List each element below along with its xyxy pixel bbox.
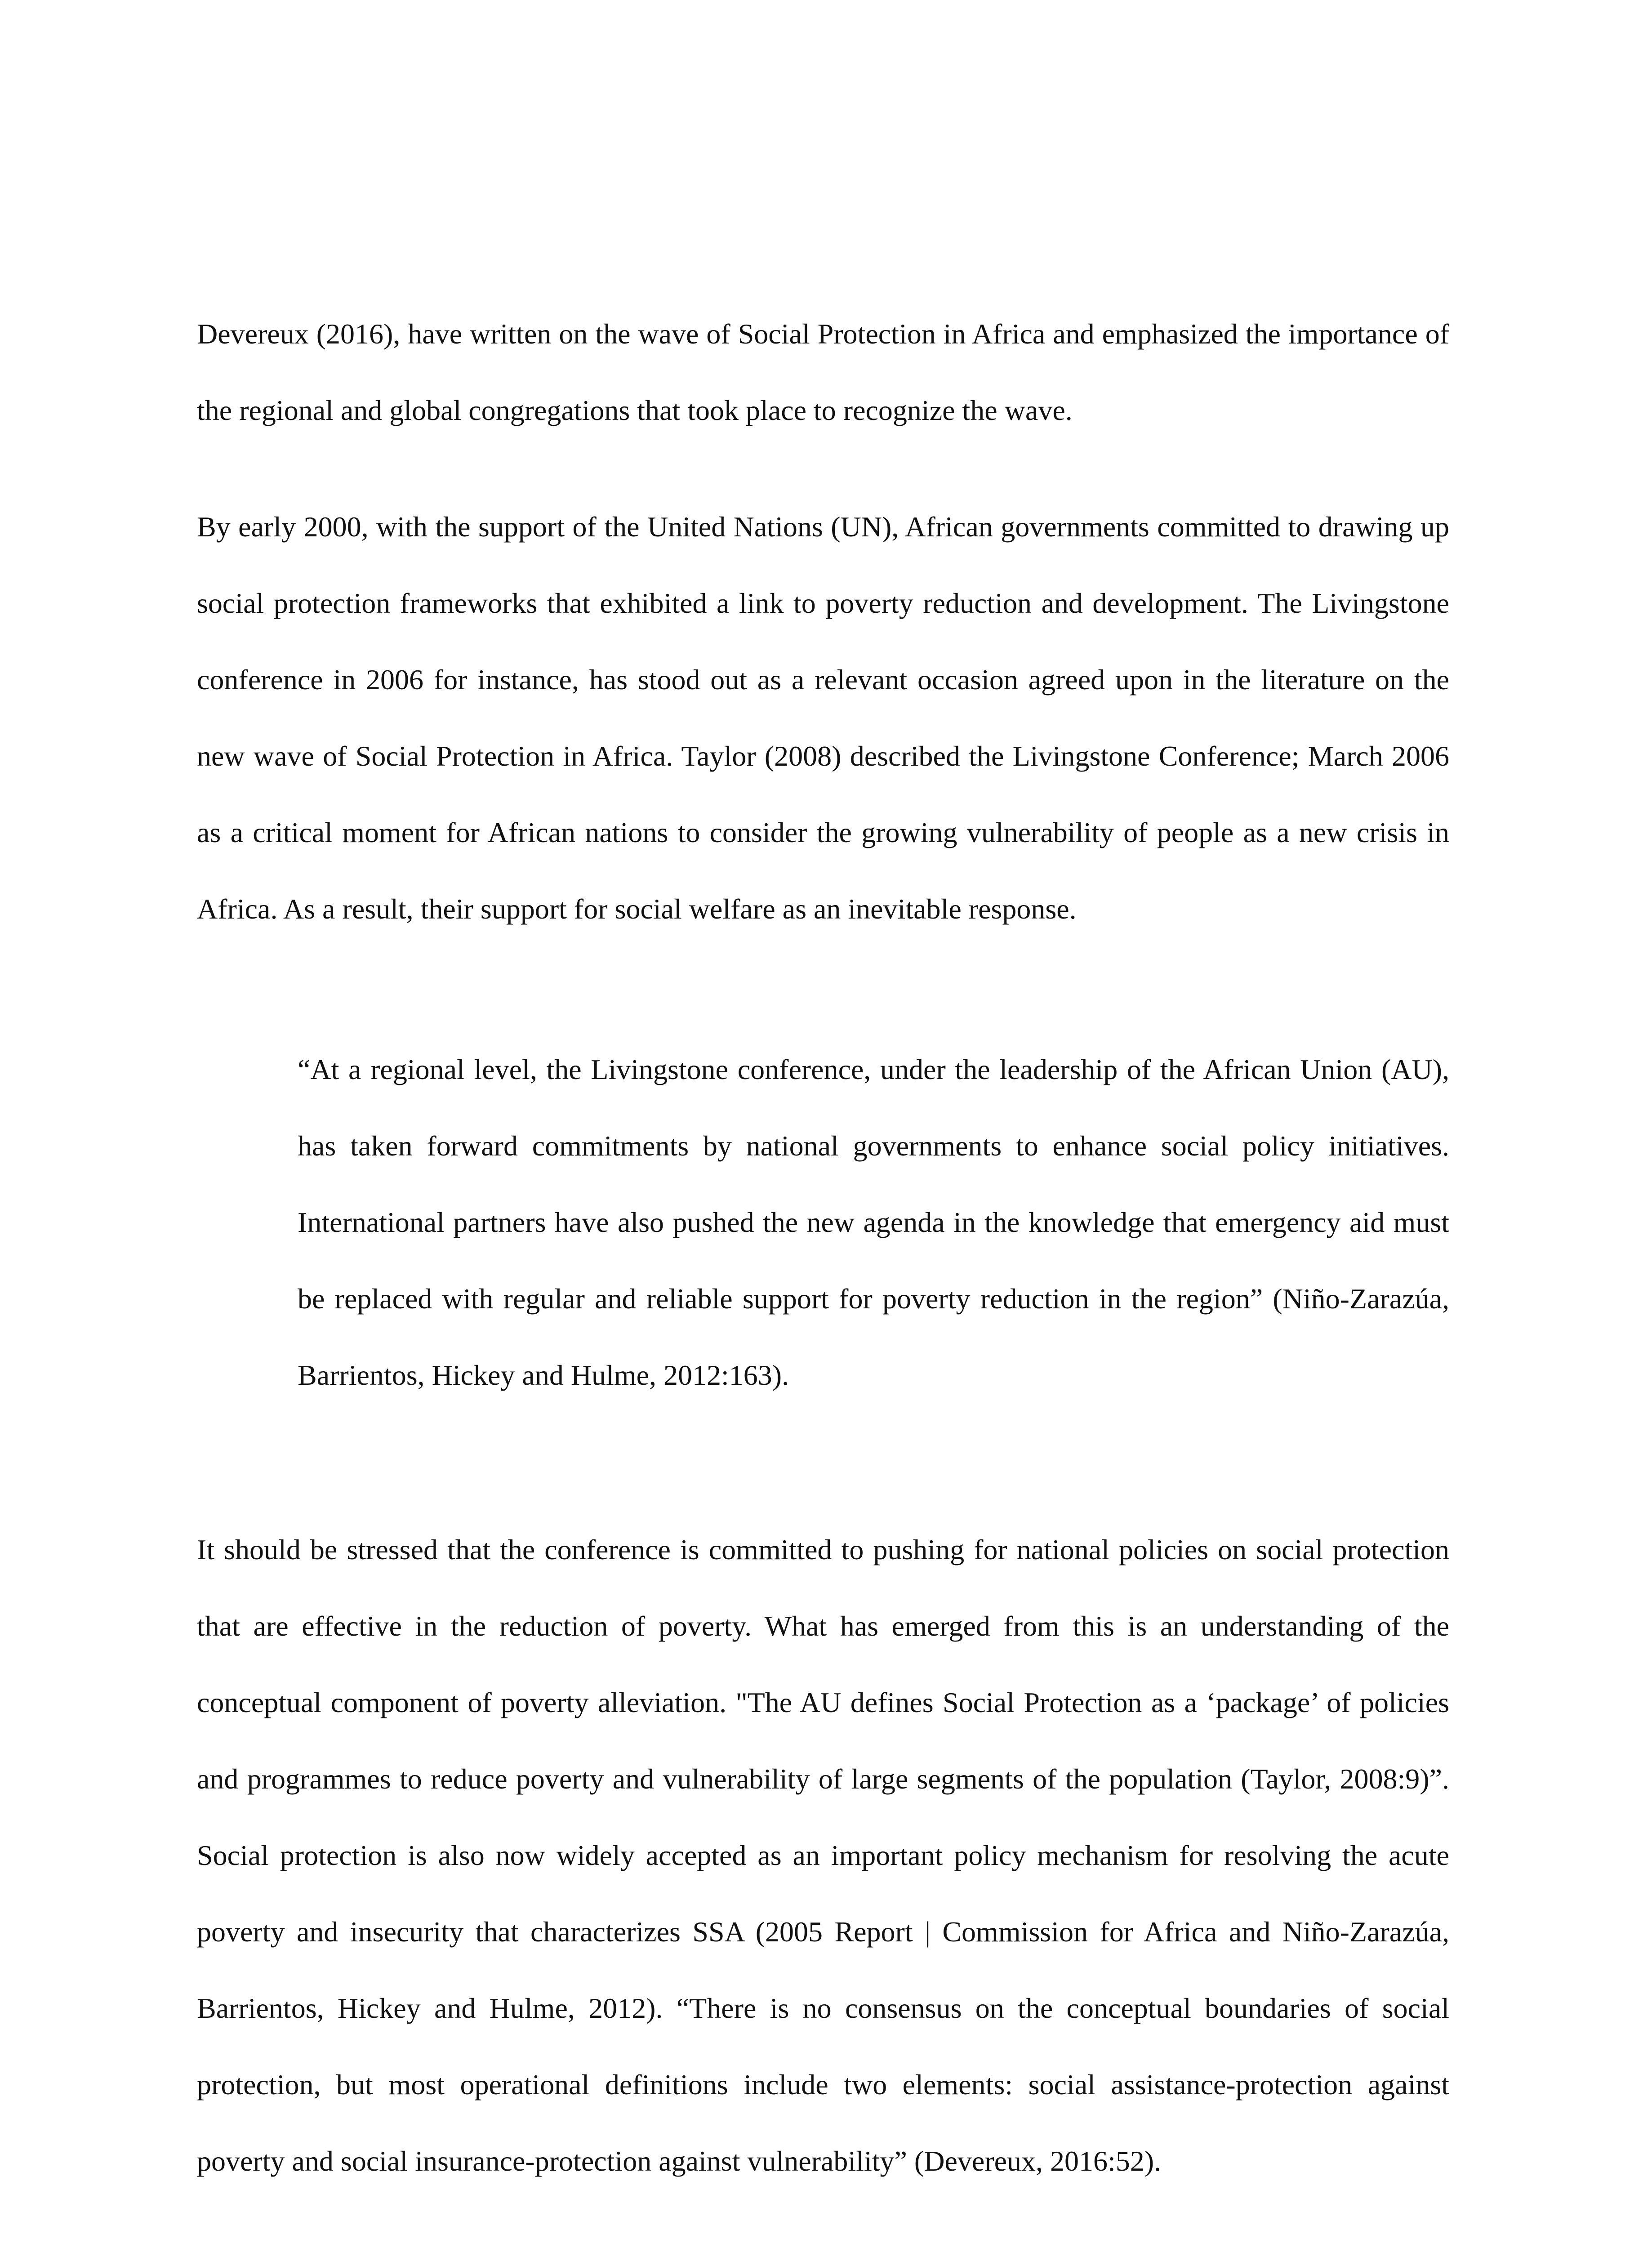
paragraph-devereux-intro: Devereux (2016), have written on the wave of Social Protection in Africa and emphasized the importance of the regional and global congregations that took place to recognize the wave. xyxy=(197,318,1449,426)
paragraph-livingstone-conference: By early 2000, with the support of the United Nations (UN), African governments committed to drawing up social protection frameworks that exhibited a link to poverty reduction and development. The Livingstone conference in 2006 for instance, has stood out as a relevant occasion agreed upon in the literature on the new wave of Social Protection in Africa. Taylor (2008) described the Livingstone Conference; March 2006 as a critical moment for African nations to consider the growing vulnerability of people as a new crisis in Africa. As a result, their support for social welfare as an inevitable response. xyxy=(197,511,1449,925)
paragraph-conference-commitment: It should be stressed that the conference is committed to pushing for national policies on social protection that are effective in the reduction of poverty. What has emerged from this is an understanding of the conceptual component of poverty alleviation. "The AU defines Social Protection as a ‘package’ of policies and programmes to reduce poverty and vulnerability of large segments of the population (Taylor, 2008:9)”. Social protection is also now widely accepted as an important policy mechanism for resolving the acute poverty and insecurity that characterizes SSA (2005 Report | Commission for Africa and Niño-Zarazúa, Barrientos, Hickey and Hulme, 2012). “There is no consensus on the conceptual boundaries of social protection, but most operational definitions include two elements: social assistance-protection against poverty and social insurance-protection against vulnerability” (Devereux, 2016:52). xyxy=(197,1534,1449,2177)
block-quote-regional-level: “At a regional level, the Livingstone conference, under the leadership of the African Union (AU), has taken forward commitments by national governments to enhance social policy initiatives. International partners have also pushed the new agenda in the knowledge that emergency aid must be replaced with regular and reliable support for poverty reduction in the region” (Niño-Zarazúa, Barrientos, Hickey and Hulme, 2012:163). xyxy=(298,1053,1449,1391)
